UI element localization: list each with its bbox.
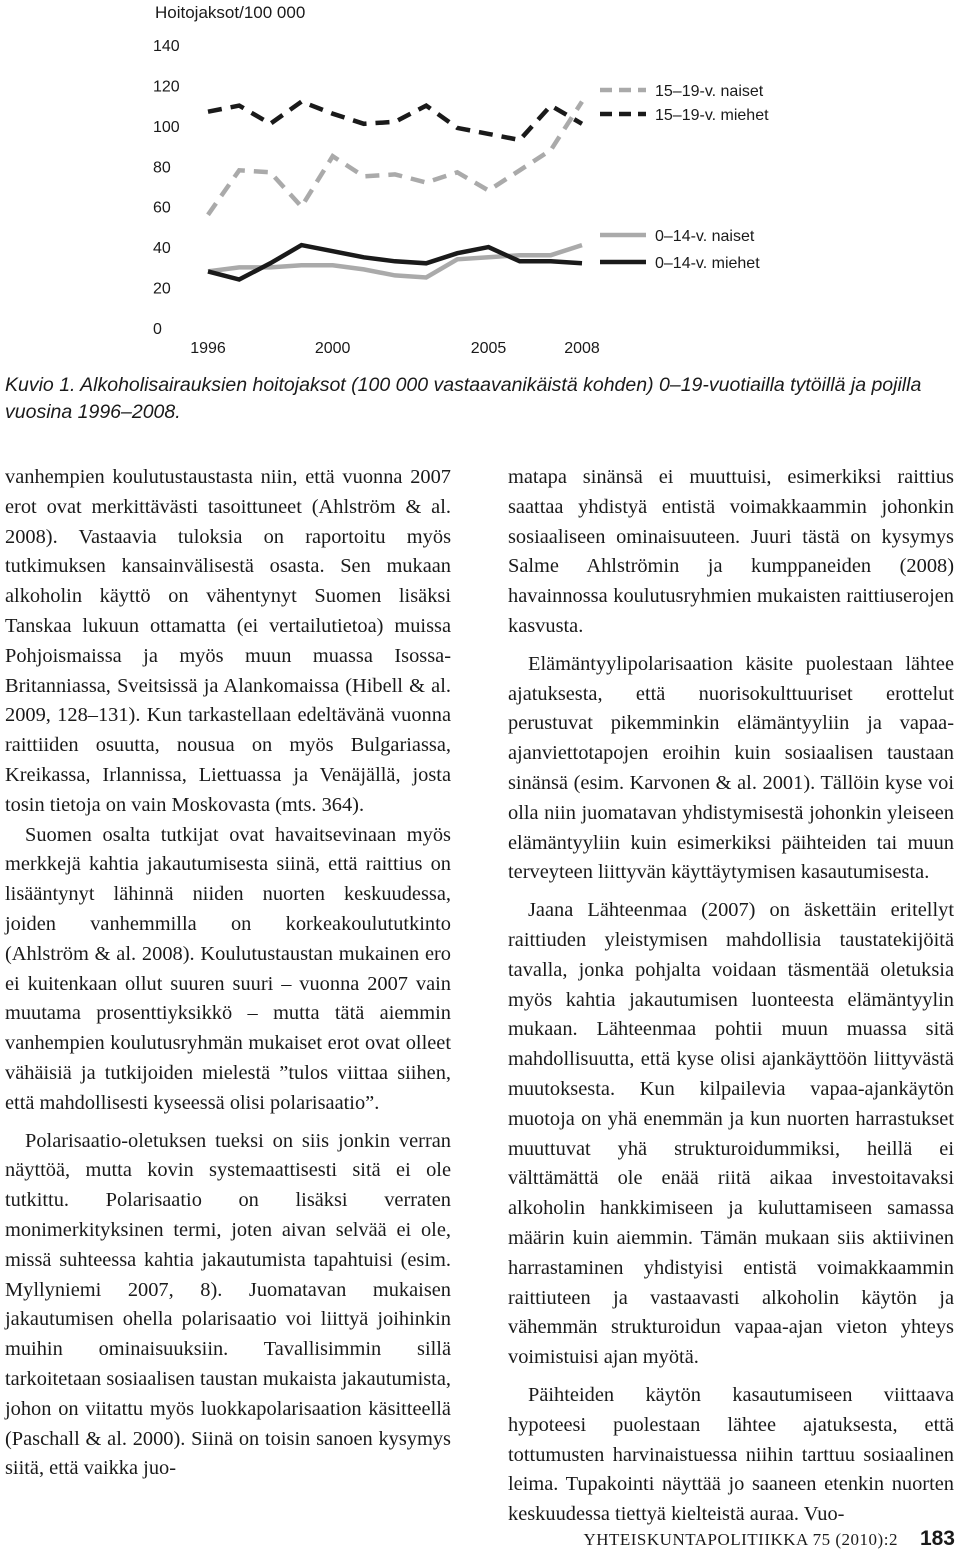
left-column [5,463,451,1484]
paragraph: Suomen osalta tutkijat ovat havaitsevinaan myös merkkejä kahtia jakautumisesta siinä, että raittius on lisääntynyt lähinnä niiden nuorten keskuudessa, joiden vanhemmilla on korkeakoulututkinto (Ahlström & al. 2008). Koulutustaustan mukainen ero ei kuitenkaan ollut suuren suuri – vuonna 2007 vain muutama prosenttiyksikkö – mutta tätä aiemmin vanhempien koulutusryhmän mukaiset erot ovat olleet vähäisiä ja tutkijoiden mielestä ”tulos viittaa siihen, että mahdollisesti kyseessä olisi polarisaatio”. [5,823,451,1114]
paragraph: Elämäntyylipolarisaation käsite puolestaan lähtee ajatuksesta, että nuorisokulttuuriset erottelut perustuvat pikemminkin elämäntyyliin ja vapaa-ajanviettotapojen eroihin kuin sosiaalisen taustaan sinänsä (esim. Karvonen & al. 2001). Tällöin kyse voi olla niin juomatavan yhdistymisestä johonkin yleiseen elämäntyyliin kuin esimerkiksi päihteiden tai muun terveyteen liittyvän käyttäytymisen kasautumisesta. [508,652,954,884]
legend-label: 0–14-v. naiset [655,228,755,245]
page-number: 183 [919,1527,955,1550]
y-tick-label: 80 [153,159,171,177]
journal-name: YHTEISKUNTAPOLITIIKKA 75 (2010):2 [583,1530,898,1549]
series-lines [208,102,582,280]
figure-caption: Kuvio 1. Alkoholisairauksien hoitojaksot (100 000 vastaavanikäistä kohden) 0–19-vuotiailla tytöillä ja pojilla vuosina 1996–2008. [5,374,922,423]
y-tick-label: 100 [153,118,180,136]
x-tick-label: 2008 [564,340,600,357]
y-tick-label: 140 [153,38,180,55]
x-tick-label: 2005 [470,340,507,357]
x-tick-label: 1996 [190,340,226,357]
paragraph: matapa sinänsä ei muuttuisi, esimerkiksi raittius saattaa yhdistyä entistä voimakkaammin johonkin sosiaaliseen ominaisuuteen. Juuri tästä on kysymys Salme Ahlströmin ja kumppaneiden (2008) havainnossa koulutusryhmien mukaisten raittiuserojen kasvusta. [508,466,954,637]
paragraph: vanhempien koulutustaustasta niin, että vuonna 2007 erot ovat merkittävästi tasoittuneet (Ahlström & al. 2008). Vastaavia tuloksia on raportoitu myös tutkimuksen kansainvälisestä osasta. Sen mukaan alkoholin käyttö on vähentynyt Suomen lisäksi Tanskaa lukuun ottamatta (ei vertailutietoa) muissa Pohjoismaissa ja myös muun muassa Isossa-Britanniassa, Sveitsissä ja Alankomaissa (Hibell & al. 2009, 128–131). Kun tarkastellaan edeltävänä vuonna raittiiden osuutta, nousua on myös Bulgariassa, Kreikassa, Irlannissa, Liettuassa ja Venäjällä, josta tosin tietoja on vain Moskovasta (mts. 364). [5,466,451,816]
right-column [508,463,954,1530]
series-line-1 [208,102,582,140]
legend-label: 15–19-v. naiset [655,83,764,100]
y-axis-ticks [153,38,180,338]
y-tick-label: 40 [153,240,171,258]
x-axis-ticks [190,340,600,357]
legend [600,83,769,272]
line-chart [0,0,960,365]
x-tick-label: 2000 [314,340,351,357]
paragraph: Jaana Lähteenmaa (2007) on äskettäin eritellyt raittiuden yleistymisen mahdollisia taustatekijöitä tavalla, jonka pohjalta voidaan täsmentää oletuksia myös kahtia jakautumisen luonteesta elämäntyylin mukaan. Lähteenmaa pohtii muun muassa sitä mahdollisuutta, että kyse olisi ajankäyttöön liittyvästä muutoksesta. Kun kilpailevia vapaa-ajankäytön muotoja on yhä enemmän ja kun nuorten harrastukset muuttuvat yhä strukturoidummiksi, heillä ei välttämättä ole enää riitä aikaa investoitavaksi alkoholin hankkimiseen ja kuluttamiseen samassa määrin kuin aiemmin. Tämän mukaan siis aktiivinen harrastaminen yhdistyisi entistä voimakkaammin raittiuteen ja vastaavasti alkoholin käytön ja vähemmän strukturoidun vapaa-ajan vieton yhteys voimistuisi ajan myötä. [508,899,954,1369]
paragraph: Päihteiden käytön kasautumiseen viittaava hypoteesi puolestaan lähtee ajatuksesta, että tottumusten harvinaistuessa niihin tarttuu sosiaalinen leima. Tupakointi näyttää jo saaneen etenkin nuorten keskuudessa tiettyä kielteistä auraa. Vuo- [508,1383,954,1526]
legend-label: 0–14-v. miehet [655,255,760,272]
legend-label: 15–19-v. miehet [655,107,769,124]
paragraph: Polarisaatio-oletuksen tueksi on siis jonkin verran näyttöä, mutta kovin systemaattisesti sitä ei ole tutkittu. Polarisaatio on lisäksi verraten monimerkityksinen termi, joten aivan selvää ei ole, missä suhteessa kahtia jakautumista tapahtuisi (esim. Myllyniemi 2007, 8). Juomatavan mukaisen jakautumisen ohella polarisaatio voi liittyä joihinkin muihin ominaisuuksiin. Tavallisimmin sillä tarkoitetaan sosiaalisen taustan mukaista jakautumista, johon on viitattu myös luokkapolarisaation käsitteellä (Paschall & al. 2000). Siinä on toisin sanoen kysymys siitä, että vaikka juo- [5,1129,451,1480]
y-tick-label: 0 [153,321,162,338]
y-tick-label: 120 [153,78,180,96]
page-footer [560,1527,955,1551]
y-tick-label: 20 [153,280,171,298]
y-tick-label: 60 [153,199,171,217]
y-axis-label: Hoitojaksot/100 000 [155,3,306,22]
